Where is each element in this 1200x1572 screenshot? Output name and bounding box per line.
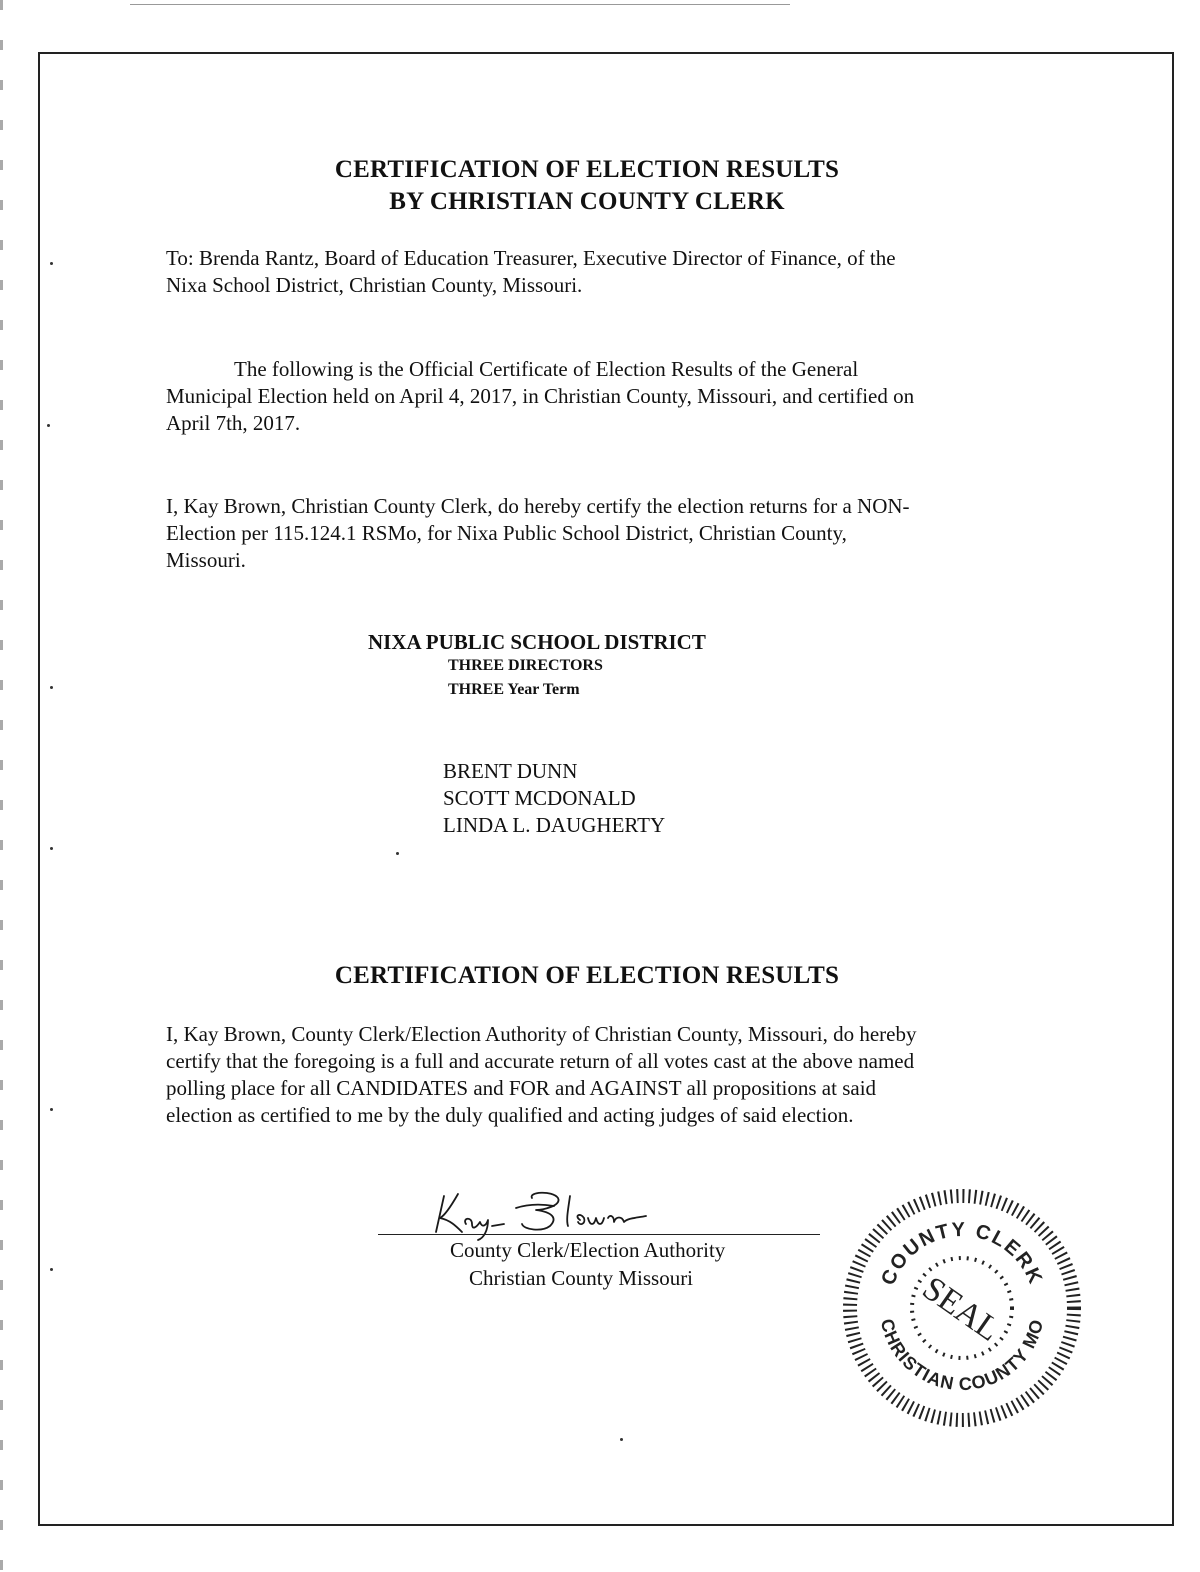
certification-line: polling place for all CANDIDATES and FOR and AGAINST all propositions at said [166,1076,877,1100]
svg-text:SEAL: SEAL [915,1269,1007,1349]
addressee-paragraph [166,245,1026,299]
certification-paragraph [166,1021,1026,1129]
candidate-name: LINDA L. DAUGHERTY [443,813,666,837]
certify-line: Election per 115.124.1 RSMo, for Nixa Public School District, Christian County, [166,521,847,545]
district-term: THREE Year Term [448,681,580,698]
scan-speck [50,686,53,689]
signature-line [378,1234,820,1235]
addressee-line: Nixa School District, Christian County, Missouri. [166,273,583,297]
scan-top-rule [130,4,790,5]
section-title: CERTIFICATION OF ELECTION RESULTS [334,962,840,989]
scan-speck [396,852,399,855]
scan-speck [47,424,50,427]
certification-line: I, Kay Brown, County Clerk/Election Authority of Christian County, Missouri, do hereby [166,1022,917,1046]
certification-line: election as certified to me by the duly qualified and acting judges of said election. [166,1103,854,1127]
district-office: THREE DIRECTORS [448,657,603,674]
scan-left-edge [0,0,3,1572]
intro-paragraph [166,356,1026,437]
candidate-name: SCOTT MCDONALD [443,786,636,810]
candidate-list [443,758,665,839]
scan-speck [50,1108,53,1111]
scan-speck [50,847,53,850]
document-title-line1: CERTIFICATION OF ELECTION RESULTS [334,156,840,183]
addressee-line: To: Brenda Rantz, Board of Education Treasurer, Executive Director of Finance, of the [166,246,896,270]
svg-text:COUNTY CLERK: COUNTY CLERK [877,1218,1047,1289]
intro-line: The following is the Official Certificate of Election Results of the General [234,357,859,381]
signer-title: County Clerk/Election Authority [450,1238,726,1262]
certify-line: I, Kay Brown, Christian County Clerk, do hereby certify the election returns for a NON- [166,494,910,518]
candidate-name: BRENT DUNN [443,759,578,783]
handwritten-signature [432,1186,682,1244]
intro-line: April 7th, 2017. [166,411,301,435]
scan-speck [620,1438,623,1441]
district-name: NIXA PUBLIC SCHOOL DISTRICT [368,630,706,654]
intro-line: Municipal Election held on April 4, 2017, in Christian County, Missouri, and certified on [166,384,915,408]
county-seal-stamp [842,1188,1082,1428]
certify-paragraph [166,493,1026,574]
document-title-line2: BY CHRISTIAN COUNTY CLERK [389,188,785,215]
scan-speck [50,1268,53,1271]
certification-line: certify that the foregoing is a full and accurate return of all votes cast at the above named [166,1049,915,1073]
scan-speck [50,262,53,265]
signer-county: Christian County Missouri [469,1266,694,1290]
svg-text:CHRISTIAN COUNTY MO: CHRISTIAN COUNTY MO [876,1316,1048,1395]
certify-line: Missouri. [166,548,246,572]
